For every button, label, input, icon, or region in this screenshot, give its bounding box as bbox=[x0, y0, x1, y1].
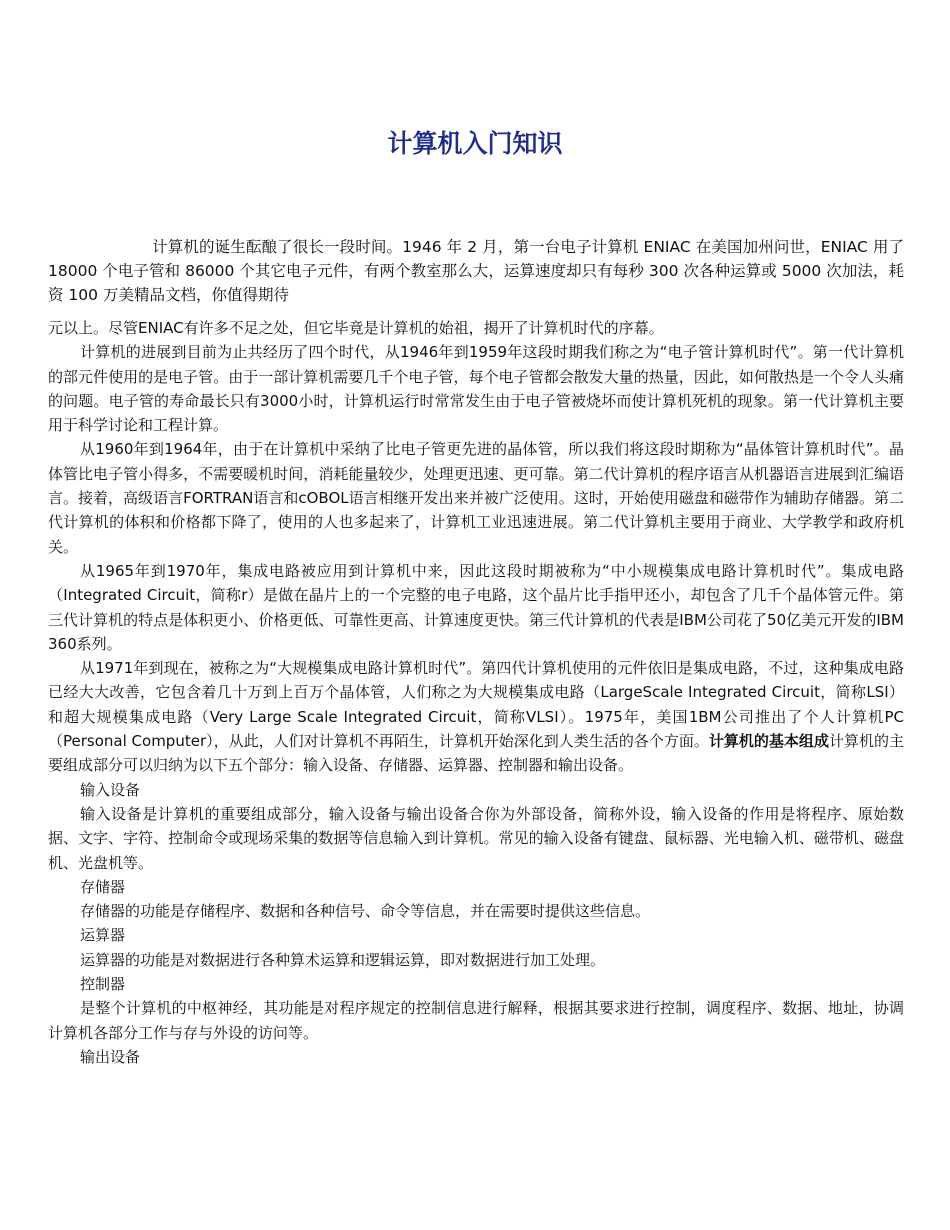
paragraph-input: 输入设备是计算机的重要组成部分，输入设备与输出设备合你为外部设备，简称外设，输入设备的作用是将程序、原始数据、文字、字符、控制命令或现场采集的数据等信息输入到计算机。常见的输入设备有键盘、鼠标器、光电输入机、磁带机、磁盘机、光盘机等。 bbox=[48, 804, 904, 872]
section-heading-control: 控制器 bbox=[80, 975, 126, 994]
basic-composition-text: 计算机的主要组成部分可以归纳为以下五个部分：输入设备、存储器、运算器、控制器和输出设备。 bbox=[48, 732, 904, 775]
basic-composition-heading: 计算机的基本组成 bbox=[708, 732, 829, 751]
section-heading-storage: 存储器 bbox=[80, 877, 126, 896]
paragraph-third-generation: 从1965年到1970年，集成电路被应用到计算机中来，因此这段时期被称为“中小规模集成电路计算机时代”。集成电路（Integrated Circuit，简称r）是做在晶片上的一个完整的电子电路，这个晶片比手指甲还小，却包含了几千个晶体管元件。第三代计算机的特点是体积更小、价格更低、可靠性更高、计算速度更快。第三代计算机的代表是IBM公司花了50亿美元开发的IBM 360系列。 bbox=[48, 561, 904, 653]
section-heading-alu: 运算器 bbox=[80, 926, 126, 945]
intro-text: 计算机的诞生酝酿了很长一段时间。1946 年 2 月，第一台电子计算机 ENIAC 在美国加州问世，ENIAC 用了 18000 个电子管和 86000 个其它电子元件，有两个教室那么大，运算速度却只有每秒 300 次各种运算或 5000 次加法，耗资 100 万美精品文档，你值得期待 bbox=[48, 238, 904, 304]
document-body bbox=[48, 316, 904, 1069]
document-title: 计算机入门知识 bbox=[387, 129, 563, 158]
paragraph-storage: 存储器的功能是存储程序、数据和各种信号、命令等信息，并在需要时提供这些信息。 bbox=[80, 902, 651, 921]
section-heading-input: 输入设备 bbox=[80, 780, 141, 799]
paragraph-control: 是整个计算机的中枢神经，其功能是对程序规定的控制信息进行解释，根据其要求进行控制，调度程序、数据、地址，协调计算机各部分工作与存与外设的访问等。 bbox=[48, 999, 904, 1042]
paragraph-eniac-end: 元以上。尽管ENIAC有许多不足之处，但它毕竟是计算机的始祖，揭开了计算机时代的序幕。 bbox=[48, 319, 664, 337]
paragraph-first-generation: 计算机的进展到目前为止共经历了四个时代，从1946年到1959年这段时期我们称之为“电子管计算机时代”。第一代计算机的部元件使用的是电子管。由于一部计算机需要几千个电子管，每个电子管都会散发大量的热量，因此，如何散热是一个令人头痛的问题。电子管的寿命最长只有3000小时，计算机运行时常常发生由于电子管被烧坏而使计算机死机的现象。第一代计算机主要用于科学讨论和工程计算。 bbox=[48, 343, 904, 435]
intro-paragraph bbox=[48, 235, 904, 307]
paragraph-alu: 运算器的功能是对数据进行各种算术运算和逻辑运算，即对数据进行加工处理。 bbox=[80, 950, 606, 969]
paragraph-fourth-generation bbox=[48, 656, 904, 777]
section-heading-output: 输出设备 bbox=[80, 1047, 141, 1066]
paragraph-second-generation: 从1960年到1964年，由于在计算机中采纳了比电子管更先进的晶体管，所以我们将这段时期称为“晶体管计算机时代”。晶体管比电子管小得多，不需要暖机时间，消耗能量较少，处理更迅速、更可靠。第二代计算机的程序语言从机器语言进展到汇编语言。接着，高级语言FORTRAN语言和cOBOL语言相继开发出来并被广泛使用。这时，开始使用磁盘和磁带作为辅助存储器。第二代计算机的体积和价格都下降了，使用的人也多起来了，计算机工业迅速进展。第二代计算机主要用于商业、大学教学和政府机关。 bbox=[48, 440, 904, 556]
fourth-generation-text: 从1971年到现在，被称之为“大规模集成电路计算机时代”。第四代计算机使用的元件依旧是集成电路，不过，这种集成电路已经大大改善，它包含着几十万到上百万个晶体管，人们称之为大规模集成电路（LargeScale Integrated Circuit，简称LSI）和超大规模集成电路（Very Large Scale Integrated Circuit，简称VLSI）。1975年，美国1BM公司推出了个人计算机PC（Personal Computer），从此，人们对计算机不再陌生，计算机开始深化到人类生活的各个方面。 bbox=[48, 659, 904, 751]
